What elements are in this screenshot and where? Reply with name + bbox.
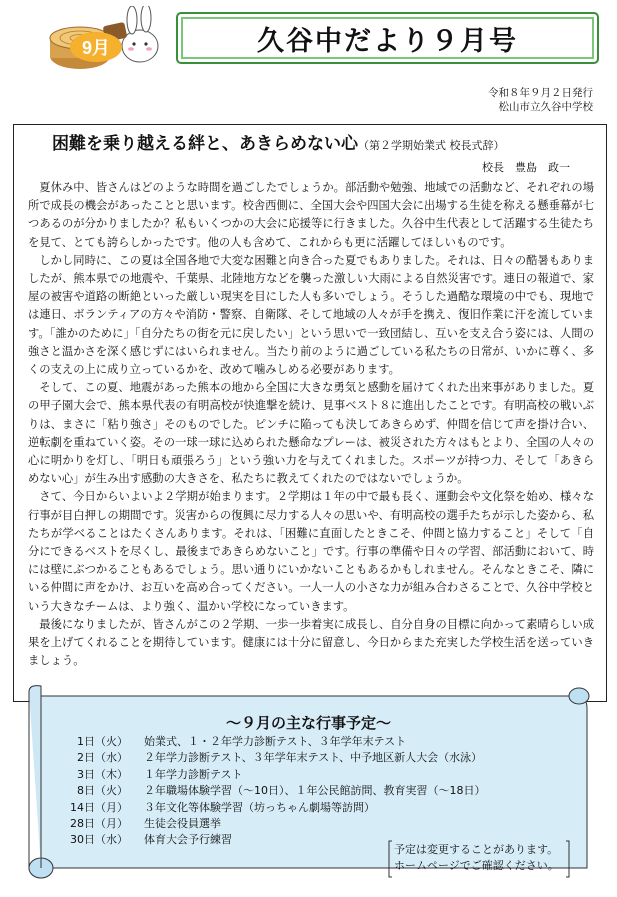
event-date: 1日（火） — [77, 735, 128, 748]
event-date: 30日（水） — [70, 833, 128, 847]
article-paragraph: さて、今日からいよいよ２学期が始まります。２学期は１年の中で最も長く、運動会や文化祭を始め、様々な行事が目白押しの期間です。災害からの復興に尽力する人々の思いや、有明高校の選手たちが示した姿から、私たちが学べることはたくさんあります。それは、「困難に直面したときこそ、仲間と協力すること」そして「自分にできるベストを尽くし、最後まであきらめないこと」です。行事の準備や日々の学習、部活動において、時には壁にぶつかることもあるでしょう。思い通りにいかないこともあるかもしれません。そんなときこそ、隣にいる仲間に声をかけ、お互いを高め合ってください。一人一人の小さな力が組み合わさることで、久谷中学校という大きなチームは、より強く、温かい学校になっていきます。 — [28, 490, 594, 613]
newsletter-title-box — [176, 12, 599, 64]
headline-note: （第２学期始業式 校長式辞） — [358, 139, 505, 152]
event-date: 14日（月） — [70, 800, 128, 814]
issue-date: 令和８年９月２日発行 — [488, 87, 593, 99]
event-text: 始業式、１・２年学力診断テスト、３年学年末テスト — [144, 735, 407, 748]
event-text: ２年職場体験学習（～10日）、１年公民館訪問、教育実習（～18日） — [144, 784, 486, 798]
event-item — [64, 767, 486, 783]
issue-info — [488, 86, 593, 114]
event-text: 体育大会予行練習 — [144, 833, 232, 847]
event-text: １年学力診断テスト — [144, 767, 243, 781]
event-date: 2日（水） — [77, 751, 128, 765]
event-item — [64, 750, 486, 766]
principal-speech-article — [13, 124, 607, 702]
note-line: 予定は変更することがあります。 — [394, 843, 559, 856]
article-paragraph: そして、この夏、地震があった熊本の地から全国に大きな勇気と感動を届けてくれた出来事がありました。夏の甲子園大会で、熊本県代表の有明高校が快進撃を続け、見事ベスト８に進出したことです。有明高校の戦いぶりは、まさに「粘り強さ」そのものでした。ピンチに陥っても決してあきらめず、仲間を信じて声を掛け合い、逆転劇を重ねていく姿。その一球一球に込められた懸命なプレーは、被災された方々はもとより、全国の人々の心に明かりを灯し、「明日も頑張ろう」という強い力を与えてくれました。スポーツが持つ力、そして「あきらめない心」が生み出す感動の大きさを、私たちに教えてくれたのではないでしょうか。 — [28, 381, 594, 486]
event-date: 3日（木） — [77, 767, 128, 781]
article-paragraph: 最後になりましたが、皆さんがこの２学期、一歩一歩着実に成長し、自分自身の目標に向かって素晴らしい成果を上げてくれることを期待しています。健康には十分に留意し、今日からまた充実した学校生活を送っていきましょう。 — [28, 617, 594, 668]
event-item — [64, 783, 486, 799]
note-line: ホームページでご確認ください。 — [394, 859, 559, 872]
event-text: 生徒会役員選挙 — [144, 817, 221, 831]
newsletter-title: 久谷中だより９月号 — [257, 25, 518, 57]
event-item — [64, 816, 486, 832]
article-headline — [52, 133, 594, 157]
event-item — [64, 734, 486, 750]
event-text: ２年学力診断テスト、３年学年末テスト、中予地区新人大会（水泳） — [144, 751, 483, 765]
school-name: 松山市立久谷中学校 — [498, 101, 593, 113]
event-text: ３年文化等体験学習（坊っちゃん劇場等訪問） — [144, 800, 375, 814]
event-item — [64, 800, 486, 816]
headline-text: 困難を乗り越える絆と、あきらめない心 — [52, 134, 358, 154]
events-title: ～９月の主な行事予定～ — [225, 714, 391, 732]
article-paragraph: 夏休み中、皆さんはどのような時間を過ごしたでしょうか。部活動や勉強、地域での活動など、それぞれの場所で成長の機会があったことと思います。校舎西側に、全国大会や四国大会に出場する生徒を称える懸垂幕が七つあるのが分かりましたか？私もいくつかの大会に応援等に行きました。久谷中生代表として活躍する生徒たちを見て、とても誇らしかったです。他の人も含めて、これからも更に活躍してほしいものです。 — [28, 181, 594, 249]
event-date: 28日（月） — [70, 817, 128, 831]
events-list — [64, 734, 486, 849]
note-bracket — [388, 840, 570, 878]
article-paragraph: しかし同時に、この夏は全国各地で大変な困難と向き合った夏でもありました。それは、日々の酷暑もありましたが、熊本県での地震や、千葉県、北陸地方などを襲った激しい大雨による自然災害です。連日の報道で、家屋の被害や道路の断絶といった厳しい現実を目にした人も多いでしょう。そうした過酷な環境の中でも、現地では連日、ボランティアの方々や消防・警察、自衛隊、そして地域の人々が手を携え、復旧作業に汗を流しています。「誰かのために」「自分たちの街を元に戻したい」という思いで一致団結し、互いを支え合う姿には、人間の強さと温かさを深く感じずにはいられません。当たり前のように過ごしている私たちの日常が、いかに尊く、多くの支えの上に成り立っているかを、改めて噛みしめる必要があります。 — [28, 253, 594, 377]
event-date: 8日（火） — [77, 784, 128, 798]
month-badge-label: 9月 — [81, 38, 110, 58]
article-author: 校長 豊島 政一 — [482, 161, 570, 174]
month-badge — [70, 32, 122, 62]
schedule-change-note — [388, 840, 570, 878]
